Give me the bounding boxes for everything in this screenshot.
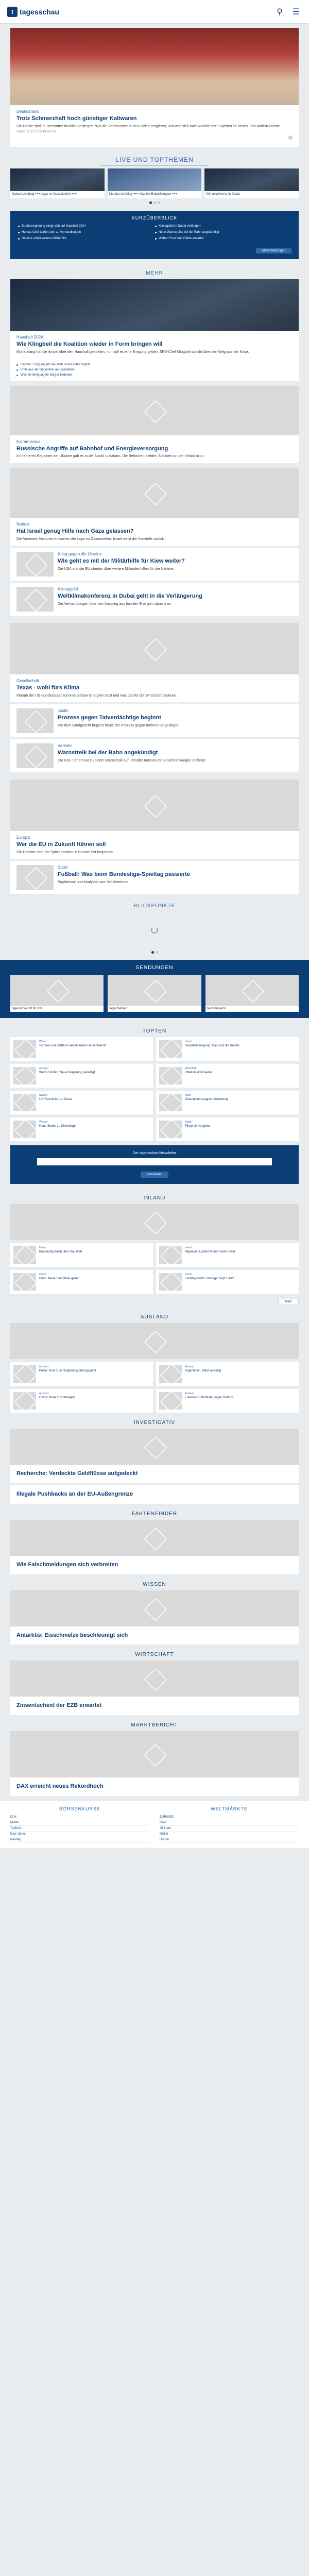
market-footer xyxy=(0,1801,309,1848)
article-image[interactable] xyxy=(10,468,299,518)
kurz-item[interactable]: Bundesregierung einigt sich auf Haushalt 2024 xyxy=(18,224,154,230)
topten-item[interactable]: Ausland Wahl in Polen: Neue Regierung vereidigt xyxy=(10,1064,153,1088)
search-icon[interactable]: ⚲ xyxy=(277,7,283,16)
related-links xyxy=(10,359,299,381)
section-title-wirtschaft: WIRTSCHAFT xyxy=(135,1652,174,1658)
sendung-title: tagesthemen xyxy=(109,1007,128,1011)
article-image[interactable] xyxy=(16,743,54,768)
article-image[interactable] xyxy=(16,708,54,733)
market-row[interactable]: Nasdaq xyxy=(10,1837,149,1843)
logo-mark: t xyxy=(7,7,18,17)
lead-title[interactable]: Wie Klingbeil die Koalition wieder in Form bringen will xyxy=(16,341,163,348)
article-title[interactable]: Weltklimakonferenz in Dubai geht in die Verlängerung xyxy=(58,592,202,599)
market-row[interactable]: DAX xyxy=(10,1815,149,1820)
live-card[interactable] xyxy=(204,168,299,198)
section-title-investigativ: INVESTIGATIV xyxy=(133,1420,176,1426)
article-teaser[interactable] xyxy=(10,386,299,463)
wirtschaft-title[interactable]: Zinsentscheid der EZB erwartet xyxy=(16,1702,102,1709)
investigativ-title[interactable]: Recherche: Verdeckte Geldflüsse aufgedeckt xyxy=(16,1470,138,1477)
marktbericht-title[interactable]: DAX erreicht neues Rekordhoch xyxy=(16,1783,104,1790)
weltmaerkte-column xyxy=(160,1806,299,1843)
article-topline: Klimagipfel xyxy=(58,586,78,591)
market-row[interactable]: MDAX xyxy=(10,1820,149,1826)
inland-image[interactable] xyxy=(10,1204,299,1240)
inland-more-button[interactable]: Mehr xyxy=(278,1299,299,1305)
newsletter-box xyxy=(10,1145,299,1184)
article-title[interactable]: Warnstreik bei der Bahn angekündigt xyxy=(58,750,158,756)
section-title-ausland: AUSLAND xyxy=(140,1314,169,1320)
kurz-item[interactable]: Neue Warnstreiks bei der Bahn angekündigt xyxy=(154,230,291,236)
site-header xyxy=(0,0,309,24)
boersenkurse-title: BÖRSENKURSE xyxy=(59,1806,101,1811)
live-card[interactable] xyxy=(108,168,202,198)
sendung-card[interactable] xyxy=(205,975,299,1012)
sendung-card[interactable] xyxy=(108,975,201,1012)
article-text: Die Vereinten Nationen kritisieren die Lage im Gazastreifen. Israel weist die Vorwürfe zurück. xyxy=(16,537,165,541)
ausland-image[interactable] xyxy=(10,1323,299,1359)
topten-item[interactable]: Sport Champions League: Auslosung xyxy=(156,1091,299,1114)
ausland-item[interactable]: Ausland Argentinien: Milei vereidigt xyxy=(156,1362,299,1386)
investigativ-item[interactable] xyxy=(10,1485,299,1504)
wissen-image[interactable] xyxy=(10,1590,299,1626)
section-title-marktbericht: MARKTBERICHT xyxy=(131,1722,178,1728)
market-row[interactable]: EUR/USD xyxy=(160,1815,299,1820)
weltmaerkte-title: WELTMÄRKTE xyxy=(211,1806,248,1811)
market-row[interactable]: Dow Jones xyxy=(10,1832,149,1837)
article-image[interactable] xyxy=(10,623,299,674)
ausland-item[interactable]: Ausland Frankreich: Proteste gegen Reform xyxy=(156,1389,299,1413)
inland-grid xyxy=(0,1243,309,1294)
section-title-blickpunkte: BLICKPUNKTE xyxy=(133,903,176,909)
related-link[interactable]: Kritik aus der Opposition an Sparplänen xyxy=(16,367,293,372)
menu-icon[interactable]: ☰ xyxy=(292,7,300,16)
kurz-item[interactable]: Hamas-Chef äußert sich zu Verhandlungen xyxy=(18,230,154,236)
investigativ-lead[interactable] xyxy=(10,1429,299,1483)
live-carousel xyxy=(0,168,309,198)
sendung-image xyxy=(205,975,299,1006)
article-image[interactable] xyxy=(16,587,54,612)
live-card-image xyxy=(10,168,105,191)
hero-image[interactable] xyxy=(10,28,299,105)
section-title-mehr: MEHR xyxy=(146,270,163,277)
hero-meta: Stand: 12.12.2023 18:24 Uhr xyxy=(16,130,57,134)
article-row[interactable] xyxy=(10,861,299,894)
market-row[interactable]: TecDAX xyxy=(10,1826,149,1832)
market-row[interactable]: Bitcoin xyxy=(160,1837,299,1843)
article-row[interactable] xyxy=(10,704,299,737)
live-card-image xyxy=(204,168,299,191)
article-title[interactable]: Texas - wohl fürs Klima xyxy=(16,684,80,691)
topten-image xyxy=(13,1067,36,1084)
article-title[interactable]: Russische Angriffe auf Bahnhof und Energieversorgung xyxy=(16,445,168,452)
newsletter-email-input[interactable] xyxy=(37,1158,272,1165)
article-title[interactable]: Wie geht es mit der Militärhilfe für Kiew weiter? xyxy=(58,557,185,564)
carousel-pager[interactable] xyxy=(0,948,309,957)
kurz-item[interactable]: Wetter: Frost und Glätte erwartet xyxy=(154,236,291,242)
related-link[interactable]: Lindner: Einigung auf Haushalt ist ein gutes Signal xyxy=(16,362,293,367)
newsletter-subscribe-button[interactable]: Abonnieren xyxy=(141,1172,169,1178)
topten-item[interactable]: Wetter Schnee und Glätte in weiten Teilen Deutschlands xyxy=(10,1037,153,1061)
market-row[interactable]: Nikkei xyxy=(160,1832,299,1837)
article-image[interactable] xyxy=(16,552,54,577)
sendung-title: tagesschau 20:00 Uhr xyxy=(12,1007,42,1011)
wissen-title[interactable]: Antarktis: Eisschmelze beschleunigt sich xyxy=(16,1632,128,1638)
lead-text: Monatelang hat die Ampel über den Haushalt gestritten, nun soll es eine Einigung geben. SPD-Chef Klingbeil spricht über den Weg aus der Krise. xyxy=(16,350,249,354)
topten-item[interactable]: Wissen Neue Studie zu Klimafolgen xyxy=(10,1117,153,1141)
wirtschaft-lead[interactable] xyxy=(10,1660,299,1715)
related-link[interactable]: Was die Einigung für Bürger bedeutet xyxy=(16,372,293,378)
ausland-lead[interactable] xyxy=(10,1323,299,1359)
ausland-item-image xyxy=(13,1392,36,1410)
wissen-lead[interactable] xyxy=(10,1590,299,1645)
article-topline: Extremismus xyxy=(16,439,41,444)
article-text: In mehreren Regionen der Ukraine gab es in der Nacht Luftalarm. Die Behörden melden Schäden an der Infrastruktur. xyxy=(16,454,205,459)
ausland-item-image xyxy=(159,1392,182,1410)
wirtschaft-image[interactable] xyxy=(10,1660,299,1697)
topten-image xyxy=(13,1040,36,1058)
article-title[interactable]: Hat Israel genug Hilfe nach Gaza gelassen? xyxy=(16,528,134,534)
hero-text: Die Preise sind im Dezember deutlich gestiegen. Wie die Verbraucher in den Läden reagieren, und was sich nach Ansicht der Experten im neuen Jahr ändern könnte. xyxy=(16,124,281,128)
market-row[interactable]: Gold xyxy=(160,1820,299,1826)
sendung-card[interactable] xyxy=(10,975,104,1012)
lead-topline: Haushalt 2024 xyxy=(16,335,43,340)
article-title[interactable]: Prozess gegen Tatverdächtige beginnt xyxy=(58,715,161,721)
faktenfinder-title[interactable]: Wie Falschmeldungen sich verbreiten xyxy=(16,1561,118,1568)
topten-image xyxy=(13,1121,36,1138)
article-title[interactable]: Fußball: Was beim Bundesliga-Spieltag passierte xyxy=(58,871,190,878)
hero-teaser[interactable] xyxy=(10,28,299,147)
live-heading: LIVE UND TOPTHEMEN xyxy=(0,147,309,168)
marktbericht-lead[interactable] xyxy=(10,1731,299,1796)
article-image[interactable] xyxy=(10,386,299,435)
sendung-image xyxy=(108,975,201,1006)
kurz-item[interactable]: Ukraine erhält weitere Militärhilfe xyxy=(18,236,154,242)
article-image[interactable] xyxy=(10,779,299,831)
topten-item[interactable]: Nahost UN-Resolution zu Gaza xyxy=(10,1091,153,1114)
investigativ-title[interactable]: Illegale Pushbacks an der EU-Außengrenze xyxy=(16,1491,133,1498)
carousel-pager[interactable] xyxy=(0,198,309,207)
inland-item-image xyxy=(159,1273,182,1291)
article-text: Warum der US-Bundesstaat auf erneuerbare Energien setzt und was das für die Wirtschaft bedeutet. xyxy=(16,693,178,698)
live-card-caption: Nahost-Liveblog +++ Lage im Gazastreifen +++ xyxy=(12,193,77,196)
topten-image xyxy=(159,1067,182,1084)
hero-topline: Deutschland xyxy=(16,109,40,114)
article-text: Die GDL ruft erneut zu einem Warnstreik auf. Pendler müssen mit Einschränkungen rechnen. xyxy=(58,758,207,762)
section-title-topten: TOPTEN xyxy=(142,1028,167,1035)
sendung-image xyxy=(10,975,104,1006)
inland-item[interactable]: Inland Landtagswahl: Umfrage zeigt Trend xyxy=(156,1270,299,1294)
newsletter-title: Der tagesschau-Newsletter xyxy=(132,1151,177,1156)
kurz-more-button[interactable]: Mehr Meldungen xyxy=(256,248,291,253)
article-text: Die USA und die EU streiten über weitere Milliardenhilfen für die Ukraine. xyxy=(58,567,175,571)
article-topline: Gesellschaft xyxy=(16,678,40,683)
investigativ-image[interactable] xyxy=(10,1429,299,1465)
inland-item-image xyxy=(159,1246,182,1264)
share-row xyxy=(16,133,293,143)
article-row[interactable] xyxy=(10,548,299,581)
article-topline: Sport xyxy=(58,865,68,870)
live-card-caption: Ukraine-Liveblog +++ Aktuelle Entwicklungen +++ xyxy=(109,193,178,196)
kurz-item[interactable]: Klimagipfel in Dubai verlängert xyxy=(154,224,291,230)
article-topline: Justiz xyxy=(58,708,68,714)
article-text: Ergebnisse und Analysen zum Wochenende. xyxy=(58,880,130,885)
article-topline: Europa xyxy=(16,835,30,840)
marktbericht-image[interactable] xyxy=(10,1731,299,1777)
article-topline: Krieg gegen die Ukraine xyxy=(58,551,102,556)
section-title-inland: INLAND xyxy=(143,1195,166,1201)
faktenfinder-image[interactable] xyxy=(10,1520,299,1556)
article-image[interactable] xyxy=(16,865,54,890)
section-title-faktenfinder: FAKTENFINDER xyxy=(131,1511,178,1517)
hero-title[interactable]: Trotz Schmerzhaft hoch günstiger Kaltwaren xyxy=(16,115,137,122)
inland-item-image xyxy=(13,1273,36,1291)
logo[interactable] xyxy=(7,7,59,17)
kurzueberblick xyxy=(10,211,299,259)
faktenfinder-lead[interactable] xyxy=(10,1520,299,1574)
article-text: Vor dem Landgericht beginnt heute der Prozess gegen mehrere Angeklagte. xyxy=(58,723,180,727)
logo-text: tagesschau xyxy=(20,7,60,16)
article-teaser[interactable] xyxy=(10,779,299,859)
live-card-caption: Klimakonferenz in Dubai xyxy=(206,193,240,196)
topten-grid xyxy=(0,1037,309,1141)
kurz-title: KURZÜBERBLICK xyxy=(131,215,178,221)
article-row[interactable] xyxy=(10,583,299,616)
section-title-sendungen: SENDUNGEN xyxy=(135,965,174,971)
live-card[interactable] xyxy=(10,168,105,198)
inland-item[interactable]: Inland Migration: Länder fordern mehr Geld xyxy=(156,1243,299,1267)
share-icon[interactable] xyxy=(288,135,293,140)
ausland-grid xyxy=(0,1362,309,1413)
article-row[interactable] xyxy=(10,739,299,772)
market-row[interactable]: Öl Brent xyxy=(160,1826,299,1832)
article-text: Die Verhandlungen über den Ausstieg aus fossilen Energien dauern an. xyxy=(58,602,172,606)
section-title-wissen: WISSEN xyxy=(143,1581,166,1587)
inland-item[interactable]: Inland Bundestag berät über Haushalt xyxy=(10,1243,153,1267)
article-topline: Nahost xyxy=(16,521,30,527)
sendung-title: nachtmagazin xyxy=(207,1007,227,1011)
live-card-image xyxy=(108,168,202,191)
lead-teaser[interactable] xyxy=(10,279,299,380)
topten-item[interactable]: Kultur Filmpreis vergeben xyxy=(156,1117,299,1141)
boersenkurse-column xyxy=(10,1806,149,1843)
topten-image xyxy=(159,1094,182,1111)
inland-item[interactable]: Inland Bahn: Neue Fahrpläne gelten xyxy=(10,1270,153,1294)
topten-image xyxy=(159,1040,182,1058)
ausland-item[interactable]: Ausland Polen: Tusk zum Regierungschef gewählt xyxy=(10,1362,153,1386)
lead-image[interactable] xyxy=(10,279,299,331)
article-topline: Verkehr xyxy=(58,743,72,749)
inland-item-image xyxy=(13,1246,36,1264)
topten-image xyxy=(159,1121,182,1138)
article-text: Die Debatte über die Spitzenposten in Brüssel hat begonnen. xyxy=(16,850,114,854)
ausland-item-image xyxy=(159,1365,182,1383)
article-teaser[interactable] xyxy=(10,623,299,702)
sendungen-band xyxy=(0,960,309,1018)
topten-image xyxy=(13,1094,36,1111)
article-title[interactable]: Wer die EU in Zukunft führen soll xyxy=(16,841,106,848)
ausland-item-image xyxy=(13,1365,36,1383)
loading-spinner xyxy=(0,912,309,948)
inland-lead[interactable] xyxy=(10,1204,299,1240)
ausland-item[interactable]: Ausland China: Neue Exportregeln xyxy=(10,1389,153,1413)
article-teaser[interactable] xyxy=(10,468,299,546)
topten-item[interactable]: Wirtschaft Inflation sinkt weiter xyxy=(156,1064,299,1088)
topten-item[interactable]: Inland Haushaltseinigung: Das sind die Details xyxy=(156,1037,299,1061)
